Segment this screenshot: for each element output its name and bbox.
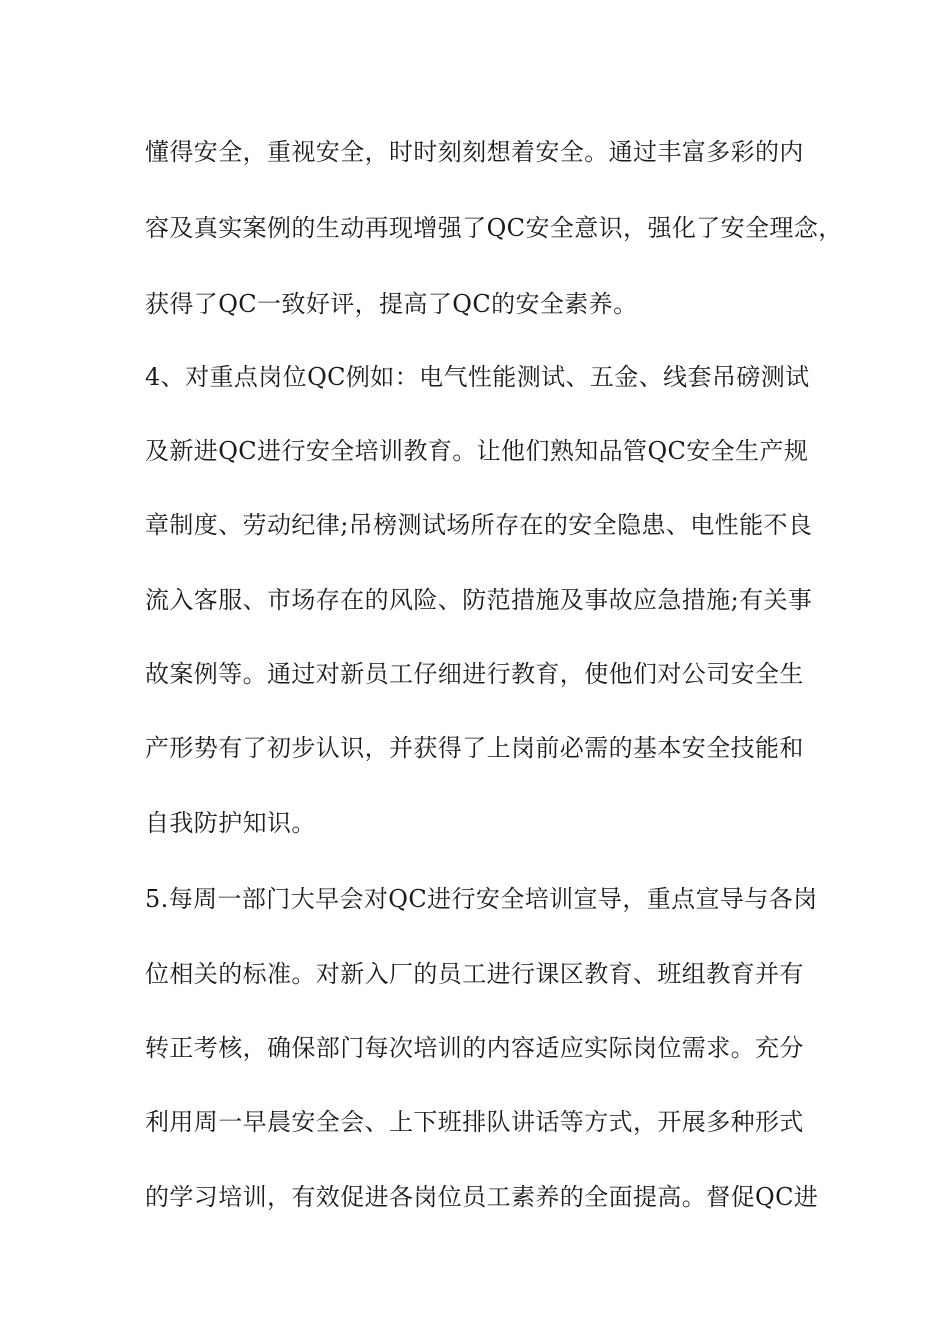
text-line: 自我防护知识。 [145,809,316,837]
text-line: 及新进QC进行安全培训教育。让他们熟知品管QC安全生产规 [145,437,809,465]
text-line: 利用周一早晨安全会、上下班排队讲话等方式，开展多种形式 [145,1108,804,1136]
text-line: 章制度、劳动纪律;吊榜测试场所存在的安全隐患、电性能不良 [145,511,813,539]
text-line: 5.每周一部门大早会对QC进行安全培训宣导，重点宣导与各岗 [145,885,818,913]
text-line: 故案例等。通过对新员工仔细进行教育，使他们对公司安全生 [145,660,804,688]
text-line: 获得了QC一致好评，提高了QC的安全素养。 [145,290,638,318]
text-line: 的学习培训，有效促进各岗位员工素养的全面提高。督促QC进 [145,1183,819,1211]
text-line: 产形势有了初步认识，并获得了上岗前必需的基本安全技能和 [145,734,804,762]
text-line: 懂得安全，重视安全，时时刻刻想着安全。通过丰富多彩的内 [145,138,804,166]
text-line: 转正考核，确保部门每次培训的内容适应实际岗位需求。充分 [145,1034,804,1062]
text-line: 4、对重点岗位QC例如：电气性能测试、五金、线套吊磅测试 [145,363,810,391]
text-line: 位相关的标准。对新入厂的员工进行课区教育、班组教育并有 [145,960,804,988]
text-line: 容及真实案例的生动再现增强了QC安全意识，强化了安全理念， [145,214,843,242]
text-line: 流入客服、市场存在的风险、防范措施及事故应急措施;有关事 [145,586,813,614]
